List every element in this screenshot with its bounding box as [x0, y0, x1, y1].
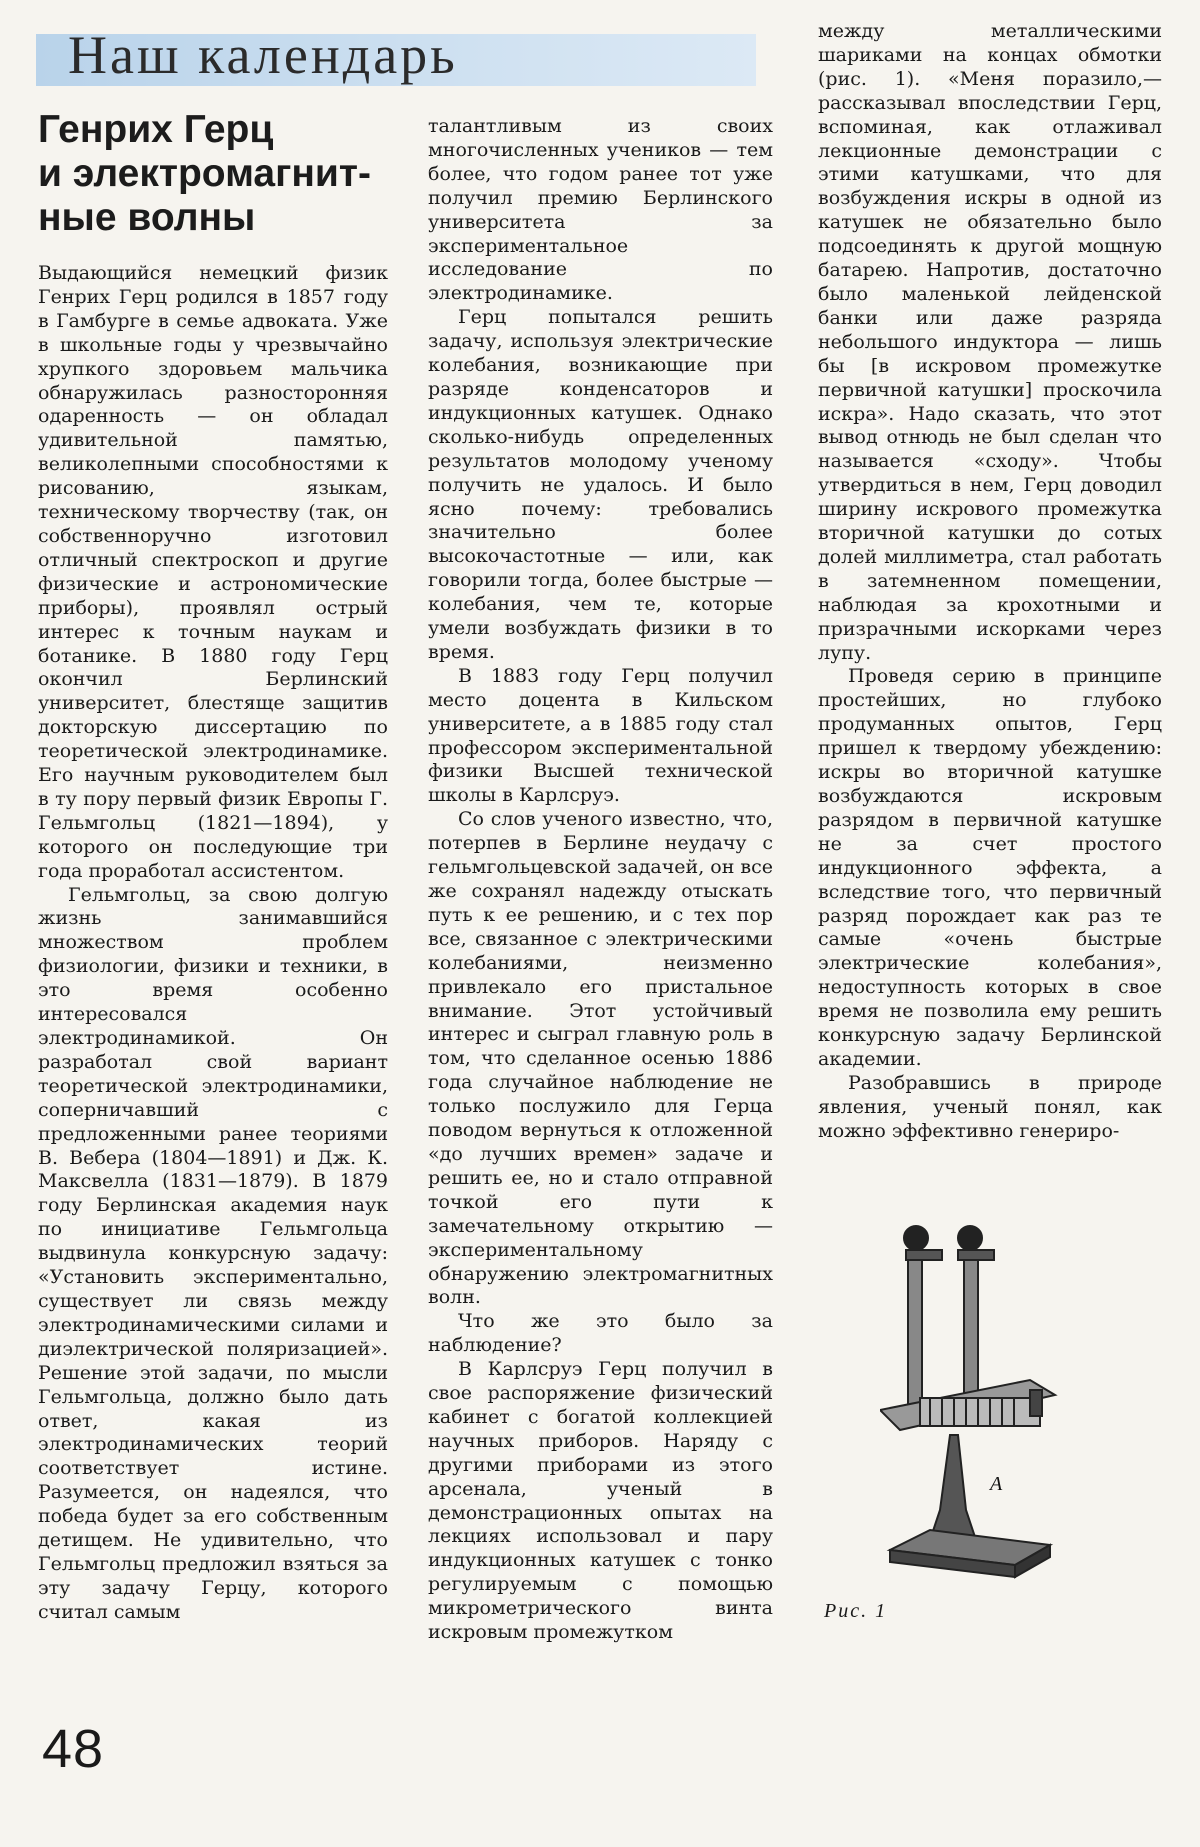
text-column-1 [38, 262, 388, 1625]
figure-label: A [990, 1473, 1003, 1495]
paragraph: Проведя серию в принципе простейших, но глубоко продуманных опытов, Герц пришел к твердому убеждению: искры во вторичной катушке возбуждаются искровым разрядом в первичной катушке не за счет простого индукционного эффекта, а вследствие того, что первичный разряд порождает как раз те самые «очень быстрые электрические колебания», недоступность которых в свое время не позволила ему решить конкурсную задачу Берлинской академии. [818, 665, 1162, 1070]
paragraph: между металлическими шариками на концах обмотки (рис. 1). «Меня поразило,— рассказывал впоследствии Герц, вспоминая, как отлаживал лекционные демонстрации с этими катушками, что для возбуждения искры в одной из катушек не обязательно было подсоединять к другой мощную батарею. Напротив, достаточно было маленькой лейденской банки или даже разряда небольшого индуктора — лишь бы [в искровом промежутке первичной катушки] проскочила искра». Надо сказать, что этот вывод отнюдь не был сделан что называется «сходу». Чтобы утвердиться в нем, Герц доводил ширину искрового промежутка вторичной катушки до сотых долей миллиметра, стал работать в затемненном помещении, наблюдая за крохотными и призрачными искорками через лупу. [818, 20, 1162, 664]
paragraph: Гельмгольц, за свою долгую жизнь занимавшийся множеством проблем физиологии, физики и техники, в это время особенно интересовался электродинамикой. Он разработал свой вариант теоретической электродинамики, соперничавший с предложенными ранее теориями В. Вебера (1804—1891) и Дж. К. Максвелла (1831—1879). В 1879 году Берлинская академия наук по инициативе Гельмгольца выдвинула конкурсную задачу: «Установить экспериментально, существует ли связь между электродинамическими силами и диэлектрической поляризацией». Решение этой задачи, по мысли Гельмгольца, должно было дать ответ, какая из электродинамических теорий соответствует истине. Разумеется, он надеялся, что победа будет за его собственным детищем. Не удивительно, что Гельмгольц предложил взяться за эту задачу Герцу, которого считал самым [38, 883, 388, 1623]
paragraph: В 1883 году Герц получил место доцента в Кильском университете, а в 1885 году стал профессором экспериментальной физики Высшей технической школы в Карлсруэ. [428, 664, 773, 807]
article-title [38, 108, 408, 240]
paragraph: Что же это было за наблюдение? [428, 1310, 773, 1357]
figure-caption: Рис. 1 [824, 1600, 888, 1622]
paragraph: Герц попытался решить задачу, используя электрические колебания, возникающие при разряде конденсаторов и индукционных катушек. Однако сколько-нибудь определенных результатов молодому ученому получить не удалось. И было ясно почему: требовались значительно более высокочастотные — или, как говорили тогда, более быстрые — колебания, чем те, которые умели возбуждать физики в то время. [428, 306, 773, 663]
article-title-line-1: Генрих Герц [38, 108, 274, 151]
paragraph: Со слов ученого известно, что, потерпев в Берлине неудачу с гельмгольцевской задачей, он все же сохранял надежду отыскать путь к ее решению, и с тех пор все, связанное с электрическими колебаниями, неизменно привлекало его пристальное внимание. Этот устойчивый интерес и сыграл главную роль в том, что сделанное осенью 1886 года случайное наблюдение не только послужило для Герца поводом вернуться к отложенной «до лучших времен» задаче и решить ее, но и стало отправной точкой его пути к замечательному открытию — экспериментальному обнаружению электромагнитных волн. [428, 808, 774, 1309]
paragraph: Выдающийся немецкий физик Генрих Герц родился в 1857 году в Гамбурге в семье адвоката. Уже в школьные годы у чрезвычайно хрупкого здоровьем мальчика обнаружилась разносторонняя одаренность — он обладал удивительной памятью, великолепными способностями к рисованию, языкам, техническому творчеству (так, он собственноручно изготовил отличный спектроскоп и другие физические и астрономические приборы), проявлял острый интерес к точным наукам и ботанике. В 1880 году Герц окончил Берлинский университет, блестяще защитив докторскую диссертацию по теоретической электродинамике. Его научным руководителем был в ту пору первый физик Европы Г. Гельмгольц (1821—1894), у которого он последующие три года проработал ассистентом. [38, 262, 388, 882]
text-column-3 [818, 20, 1162, 1144]
article-title-line-3: ные волны [38, 196, 256, 239]
paragraph: В Карлсруэ Герц получил в свое распоряжение физический кабинет с богатой коллекцией научных приборов. Наряду с другими приборами из этого арсенала, ученый в демонстрационных опытах на лекциях использовал и пару индукционных катушек с тонко регулируемым с помощью микрометрического винта искровым промежутком [428, 1358, 773, 1644]
paragraph: Разобравшись в природе явления, ученый понял, как можно эффективно генериро- [818, 1071, 1162, 1142]
paragraph: талантливым из своих многочисленных учеников — тем более, что годом ранее тот уже получил премию Берлинского университета за экспериментальное исследование по электродинамике. [428, 115, 773, 305]
text-column-2 [428, 115, 773, 1645]
article-title-line-2: и электромагнит- [38, 152, 371, 195]
page-number: 48 [42, 1719, 105, 1779]
induction-coil-illustration [880, 1220, 1130, 1590]
section-title: Наш календарь [68, 25, 458, 85]
